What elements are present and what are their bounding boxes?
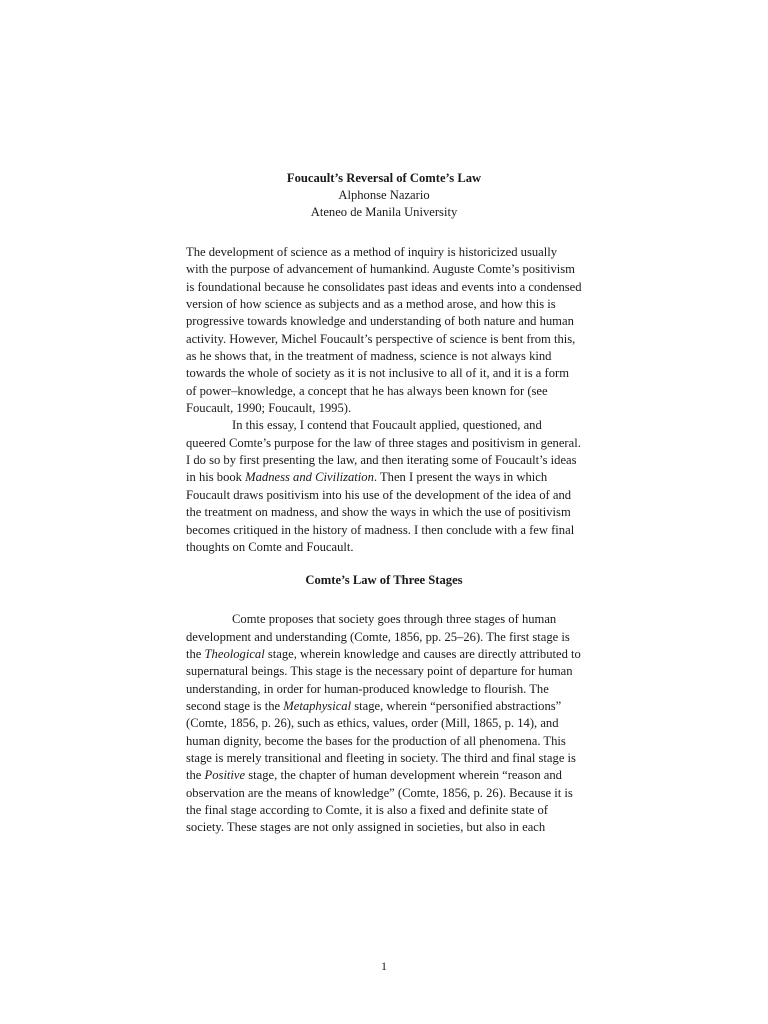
intro-paragraph-2: [186, 417, 582, 556]
document-title: Foucault’s Reversal of Comte’s Law: [286, 171, 482, 185]
section-1-paragraph-1: [186, 611, 582, 836]
term-metaphysical: Metaphysical: [283, 698, 352, 713]
section-1-text-a: Comte proposes that society goes through three stages of human development and understanding (Comte, 1856, pp. 25–26). The first stage is the: [186, 612, 570, 661]
page-number: 1: [381, 959, 387, 973]
term-positive: Positive: [204, 768, 246, 783]
author-affiliation: Ateneo de Manila University: [310, 205, 458, 219]
title-spacer: [186, 221, 582, 244]
section-1-text-b: stage, wherein knowledge and causes are directly attributed to supernatural beings. This stage is the necessary point of departure for human understanding, in order for human-produced knowledge to flourish. The second stage is the: [186, 646, 581, 713]
intro-paragraph-2-text-a: In this essay, I contend that Foucault applied, questioned, and queered Comte’s purpose for the law of three stages and positivism in general. I do so by first presenting the law, and then iterating some of Foucault’s ideas in his book: [186, 418, 581, 485]
book-title-madness-and-civilization: Madness and Civilization: [245, 470, 374, 485]
page-body: [186, 170, 582, 837]
intro-paragraph-1: The development of science as a method of inquiry is historicized usually with the purpose of advancement of humankind. Auguste Comte’s positivism is foundational because he consolidates past ideas and events into a condensed version of how science as subjects and as a method arose, and how this is progressive towards knowledge and understanding of both nature and human activity. However, Michel Foucault’s perspective of science is bent from this, as he shows that, in the treatment of madness, science is not always kind towards the whole of society as it is not inclusive to all of it, and it is a form of power–knowledge, a concept that he has always been known for (see Foucault, 1990; Foucault, 1995).: [186, 245, 582, 416]
term-theological: Theological: [204, 646, 265, 661]
section-1-text-d: stage, the chapter of human development wherein “reason and observation are the means of knowledge” (Comte, 1856, p. 26). Because it is the final stage according to Comte, it is also a fixed and definite state of society. These stages are not only assigned in societies, but also in each: [186, 768, 573, 835]
section-heading-comtes-law: Comte’s Law of Three Stages: [305, 573, 463, 588]
section-1-text-c: stage, wherein “personified abstractions” (Comte, 1856, p. 26), such as ethics, values, order (Mill, 1865, p. 14), and human dignity, become the bases for the production of all phenomena. This stage is merely transitional and fleeting in society. The third and final stage is the: [186, 698, 576, 783]
author-name: Alphonse Nazario: [338, 188, 430, 202]
intro-paragraph-2-text-b: . Then I present the ways in which Foucault draws positivism into his use of the development of the idea of and the treatment on madness, and show the ways in which the use of positivism becomes critiqued in the history of madness. I then conclude with a few final thoughts on Comte and Foucault.: [186, 470, 575, 554]
